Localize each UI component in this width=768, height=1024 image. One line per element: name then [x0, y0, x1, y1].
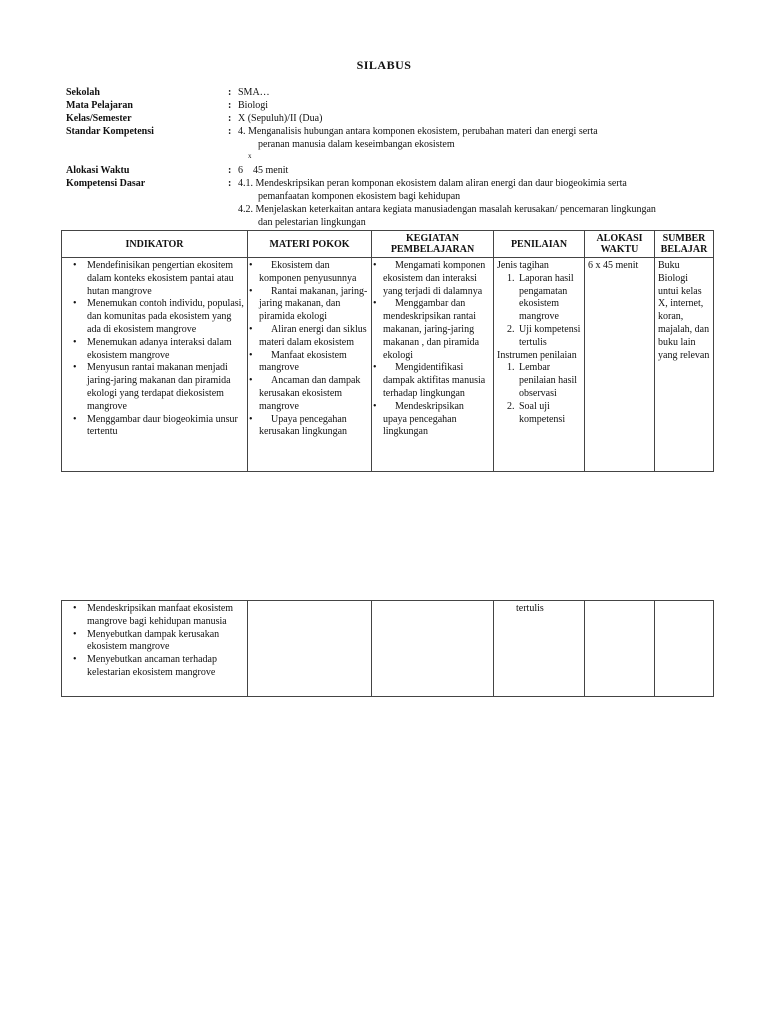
table-row — [62, 258, 714, 472]
list-item: • Aliran energi dan siklus materi dalam ekosistem — [251, 324, 368, 350]
standar-kompetensi-row — [66, 125, 706, 164]
colon: : — [228, 100, 232, 111]
list-item: • Mendeskripsikan upaya pencegahan lingkungan — [375, 401, 490, 439]
header-materi: MATERI POKOK — [248, 231, 372, 258]
sk-line-1: 4. Menganalisis hubungan antara komponen ekosistem, perubahan materi dan energi serta — [238, 126, 598, 137]
page-title: SILABUS — [356, 58, 412, 72]
silabus-table — [61, 230, 714, 472]
alokasi-label: Alokasi Waktu — [66, 165, 130, 176]
list-item: • Menyusun rantai makanan menjadi jaring-jaring makanan dan piramida ekologi yang terdapat diekosistem mangrove — [65, 362, 244, 413]
list-item: • Menemukan adanya interaksi dalam ekosistem mangrove — [65, 337, 244, 363]
instrumen-label: Instrumen penilaian — [497, 349, 577, 361]
header-kegiatan: KEGIATAN PEMBELAJARAN — [372, 231, 494, 258]
jenis-tagihan-label: Jenis tagihan — [497, 260, 549, 271]
kelas-value: X (Sepuluh)/II (Dua) — [238, 113, 323, 124]
header-penilaian: PENILAIAN — [494, 231, 585, 258]
sk-label: Standar Kompetensi — [66, 126, 154, 137]
list-item: • Menyebutkan dampak kerusakan ekosistem mangrove — [65, 629, 244, 655]
kompetensi-dasar-row — [66, 177, 706, 229]
sekolah-value: SMA… — [238, 87, 270, 98]
list-item: • Menggambar dan mendeskripsikan rantai makanan, jaring-jaring makanan , dan piramida ekologi — [375, 298, 490, 362]
alokasi-row — [66, 164, 706, 177]
list-item: • Ancaman dan dampak kerusakan ekosistem mangrove — [251, 375, 368, 413]
cell-materi — [248, 258, 372, 472]
kd-value — [238, 177, 706, 229]
header-sumber: SUMBER BELAJAR — [655, 231, 714, 258]
colon: : — [228, 126, 232, 137]
cell-indikator — [62, 601, 248, 697]
kelas-label: Kelas/Semester — [66, 113, 132, 124]
kd-2-line-1: 4.2. Menjelaskan keterkaitan antara kegiata manusiadengan masalah kerusakan/ pencemaran lingkungan — [238, 204, 656, 215]
cell-sumber: Buku Biologi untui kelas X, internet, koran, majalah, dan buku lain yang relevan — [655, 258, 714, 472]
sk-line-2: peranan manusia dalam keseimbangan ekosistem — [258, 139, 455, 150]
list-item: • Manfaat ekosistem mangrove — [251, 350, 368, 376]
kelas-row — [66, 112, 706, 125]
list-item: 2. Soal uji kompetensi — [517, 401, 581, 427]
kd-2-line-2: dan pelestarian lingkungan — [258, 217, 366, 228]
list-item: • Menyebutkan ancaman terhadap kelestarian ekosistem mangrove — [65, 654, 244, 680]
mapel-label: Mata Pelajaran — [66, 100, 133, 111]
list-item: • Menemukan contoh individu, populasi, dan komunitas pada ekosistem yang ada di ekosistem mangrove — [65, 298, 244, 336]
cell-materi — [248, 601, 372, 697]
kd-label: Kompetensi Dasar — [66, 178, 146, 189]
colon: : — [228, 87, 232, 98]
cell-kegiatan — [372, 601, 494, 697]
mapel-row — [66, 99, 706, 112]
cell-penilaian — [494, 258, 585, 472]
alokasi-value: 6 45 menit — [238, 165, 289, 176]
list-item: 1. Laporan hasil pengamatan ekosistem mangrove — [517, 273, 581, 324]
header-indikator: INDIKATOR — [62, 231, 248, 258]
list-item: • Rantai makanan, jaring-jaring makanan, dan piramida ekologi — [251, 286, 368, 324]
cell-alokasi — [585, 601, 655, 697]
sekolah-row — [66, 86, 706, 99]
table-row — [62, 601, 714, 697]
list-item: • Mendefinisikan pengertian ekositem dalam konteks ekosistem pantai atau hutan mangrove — [65, 260, 244, 298]
cell-sumber — [655, 601, 714, 697]
header-alokasi: ALOKASI WAKTU — [585, 231, 655, 258]
cell-alokasi: 6 x 45 menit — [585, 258, 655, 472]
kd-1-line-2: pemanfaatan komponen ekosistem bagi kehidupan — [258, 191, 461, 202]
table-header-row — [62, 231, 714, 258]
sk-value — [238, 125, 706, 164]
syllabus-header-info — [66, 86, 706, 229]
list-item: 1. Lembar penilaian hasil observasi — [517, 362, 581, 400]
colon: : — [228, 113, 232, 124]
cell-indikator — [62, 258, 248, 472]
kd-1-line-1: 4.1. Mendeskripsikan peran komponan ekosistem dalam aliran energi dan daur biogeokimia serta — [238, 178, 627, 189]
list-item: • Mengamati komponen ekosistem dan interaksi yang terjadi di dalamnya — [375, 260, 490, 298]
list-item: • Menggambar daur biogeokimia unsur tertentu — [65, 414, 244, 440]
sekolah-label: Sekolah — [66, 87, 100, 98]
cell-penilaian: tertulis — [494, 601, 585, 697]
list-item: • Mendeskripsikan manfaat ekosistem mangrove bagi kehidupan manusia — [65, 603, 244, 629]
cell-kegiatan — [372, 258, 494, 472]
mapel-value: Biologi — [238, 100, 269, 111]
colon: : — [228, 165, 232, 176]
list-item: • Upaya pencegahan kerusakan lingkungan — [251, 414, 368, 440]
silabus-table-continued — [61, 600, 714, 697]
colon: : — [228, 178, 232, 189]
sk-mark: x — [248, 152, 252, 160]
list-item: • Mengidentifikasi dampak aktifitas manusia terhadap lingkungan — [375, 362, 490, 400]
list-item: 2. Uji kompetensi tertulis — [517, 324, 581, 350]
list-item: • Ekosistem dan komponen penyusunnya — [251, 260, 368, 286]
